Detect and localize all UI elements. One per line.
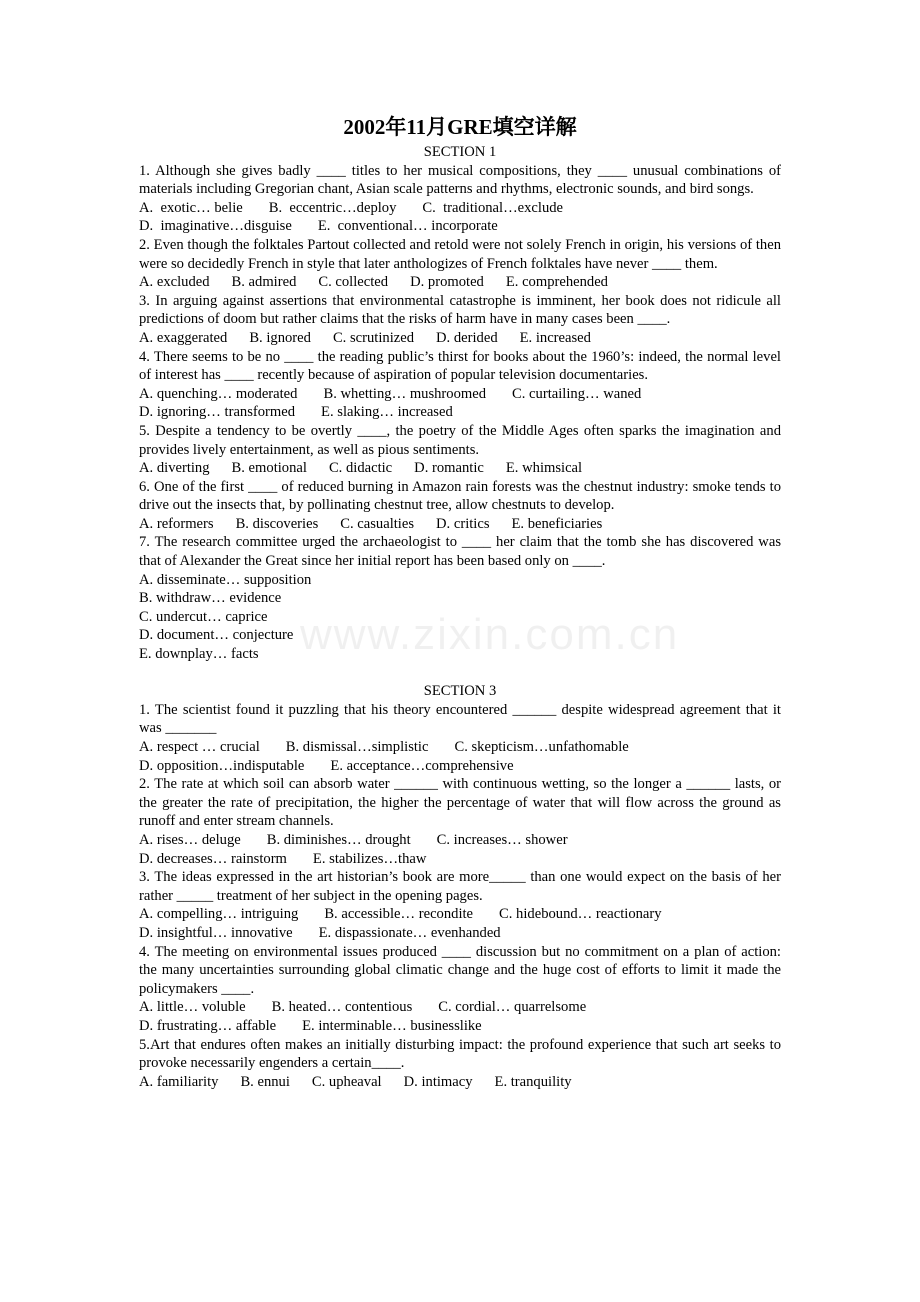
question xyxy=(139,478,781,534)
answer-options xyxy=(139,1073,781,1092)
answer-option: D. decreases… rainstorm xyxy=(139,850,287,867)
question xyxy=(139,292,781,348)
answer-option: C. traditional…exclude xyxy=(422,199,564,216)
option-line xyxy=(139,1017,781,1036)
option-line xyxy=(139,199,781,218)
answer-option: E. comprehended xyxy=(505,274,608,291)
option-line xyxy=(139,217,781,236)
answer-option: D. ignoring… transformed xyxy=(139,404,296,421)
answer-option: C. casualties xyxy=(340,515,415,532)
answer-option: B. eccentric…deploy xyxy=(268,199,397,216)
section-title: SECTION 1 xyxy=(423,144,497,160)
answer-options xyxy=(139,831,781,868)
question-text: 4. The meeting on environmental issues produced ____ discussion but no commitment on a plan of action: the many uncertainties surrounding global climatic change and the huge cost of efforts to limit it made the policymakers ____. xyxy=(139,943,781,997)
option-line xyxy=(139,757,781,776)
answer-option: D. critics xyxy=(436,515,490,532)
answer-option: A. quenching… moderated xyxy=(139,385,298,402)
answer-option: D. opposition…indisputable xyxy=(139,757,305,774)
answer-options xyxy=(139,515,781,534)
answer-option: E. dispassionate… evenhanded xyxy=(318,924,501,941)
answer-options xyxy=(139,738,781,775)
answer-option: E. downplay… facts xyxy=(139,646,259,663)
answer-option: A. exotic… belie xyxy=(139,199,243,216)
answer-option: A. respect … crucial xyxy=(139,739,260,755)
answer-option: C. upheaval xyxy=(311,1073,382,1090)
answer-option: C. increases… shower xyxy=(436,831,568,848)
option-line xyxy=(139,924,781,943)
answer-option: D. frustrating… affable xyxy=(139,1017,277,1034)
answer-options xyxy=(139,998,781,1035)
answer-option: A. familiarity xyxy=(139,1073,219,1090)
answer-option: B. withdraw… evidence xyxy=(139,590,282,607)
answer-option: E. stabilizes…thaw xyxy=(312,850,427,867)
answer-option: D. promoted xyxy=(410,274,484,291)
question-text: 5. Despite a tendency to be overtly ____, the poetry of the Middle Ages often sparks the imagination and provides lively entertainment, as well as pious sentiments. xyxy=(139,422,781,458)
answer-option: B. dismissal…simplistic xyxy=(285,739,429,755)
option-line xyxy=(139,738,781,757)
question-text: 3. In arguing against assertions that environmental catastrophe is imminent, her book does not ridicule all predictions of doom but rather claims that the risks of harm have in many cases been ____. xyxy=(139,292,781,328)
answer-option: C. curtailing… waned xyxy=(512,385,642,402)
section-spacer xyxy=(139,664,781,683)
question-text: 2. The rate at which soil can absorb water ______ with continuous wetting, so the longer a ______ lasts, or the greater the rate of precipitation, the higher the percentage of water that will flow across the ground as runoff and enter stream channels. xyxy=(139,776,781,830)
option-line xyxy=(139,459,781,478)
document-title: 2002年11月GRE填空详解 xyxy=(343,115,577,139)
answer-options xyxy=(139,459,781,478)
answer-option: E. beneficiaries xyxy=(511,515,603,532)
answer-option: C. skepticism…unfathomable xyxy=(454,739,629,755)
question-text: 1. The scientist found it puzzling that his theory encountered ______ despite widespread agreement that it was _______ xyxy=(139,701,781,737)
answer-option: C. collected xyxy=(318,274,389,291)
answer-option: B. ignored xyxy=(249,329,311,346)
question-text: 4. There seems to be no ____ the reading public’s thirst for books about the 1960’s: indeed, the normal level of interest has ____ recently because of aspiration of popular television documentaries. xyxy=(139,348,781,384)
answer-option: B. whetting… mushroomed xyxy=(323,385,487,402)
section xyxy=(139,143,781,664)
question xyxy=(139,943,781,1036)
answer-option: C. scrutinized xyxy=(332,329,415,346)
question-text: 5.Art that endures often makes an initially disturbing impact: the profound experience that such art seeks to provoke necessarily engenders a certain____. xyxy=(139,1036,781,1072)
answer-option: B. emotional xyxy=(231,460,307,477)
question-text: 6. One of the first ____ of reduced burning in Amazon rain forests was the chestnut industry: smoke tends to drive out the insects that, by pollinating chestnut tree, allow chestnuts to develop. xyxy=(139,478,781,514)
answer-option: E. interminable… businesslike xyxy=(302,1017,482,1034)
answer-option: D. document… conjecture xyxy=(139,627,294,644)
option-line xyxy=(139,850,781,869)
answer-option: C. undercut… caprice xyxy=(139,608,268,625)
answer-option: A. compelling… intriguing xyxy=(139,906,299,923)
option-line xyxy=(139,385,781,404)
answer-options xyxy=(139,273,781,292)
answer-option: C. hidebound… reactionary xyxy=(499,906,662,923)
question xyxy=(139,348,781,422)
answer-option: D. romantic xyxy=(414,460,484,477)
question xyxy=(139,236,781,292)
option-line xyxy=(139,273,781,292)
answer-option: E. tranquility xyxy=(494,1073,572,1090)
answer-option: B. admired xyxy=(231,274,297,291)
answer-option: D. insightful… innovative xyxy=(139,924,293,941)
option-line xyxy=(139,1073,781,1092)
question xyxy=(139,775,781,868)
answer-option: D. derided xyxy=(436,329,498,346)
answer-option: B. discoveries xyxy=(235,515,319,532)
watermark: www.zixin.com.cn xyxy=(300,610,680,659)
option-line xyxy=(139,645,781,664)
answer-options xyxy=(139,385,781,422)
answer-options xyxy=(139,905,781,942)
question xyxy=(139,868,781,942)
question-text: 2. Even though the folktales Partout collected and retold were not solely French in origin, his versions of then were so decidedly French in style that later anthologizes of French folktales have never ____ them. xyxy=(139,236,781,272)
answer-option: B. diminishes… drought xyxy=(266,831,411,848)
answer-option: E. whimsical xyxy=(505,460,583,477)
sections-container xyxy=(139,143,781,1091)
question xyxy=(139,162,781,236)
answer-option: E. acceptance…comprehensive xyxy=(330,757,514,774)
option-line xyxy=(139,589,781,608)
document-page xyxy=(139,112,781,1091)
option-line xyxy=(139,905,781,924)
answer-options xyxy=(139,329,781,348)
option-line xyxy=(139,515,781,534)
answer-option: C. didactic xyxy=(328,460,393,477)
question-text: 3. The ideas expressed in the art historian’s book are more_____ than one would expect on the basis of her rather _____ treatment of her subject in the opening pages. xyxy=(139,869,781,904)
option-line xyxy=(139,403,781,422)
question xyxy=(139,422,781,478)
answer-option: A. disseminate… supposition xyxy=(139,571,312,588)
option-line xyxy=(139,626,781,645)
answer-option: A. rises… deluge xyxy=(139,831,241,848)
question xyxy=(139,1036,781,1092)
section xyxy=(139,682,781,1091)
answer-option: D. imaginative…disguise xyxy=(139,218,292,235)
answer-options xyxy=(139,199,781,236)
answer-option: B. ennui xyxy=(240,1073,290,1090)
answer-option: B. accessible… recondite xyxy=(324,906,474,923)
answer-options xyxy=(139,571,781,664)
option-line xyxy=(139,831,781,850)
option-line xyxy=(139,608,781,627)
answer-option: A. excluded xyxy=(139,274,210,291)
question-text: 7. The research committee urged the archaeologist to ____ her claim that the tomb she has discovered was that of Alexander the Great since her initial report has been based only on ____. xyxy=(139,534,781,570)
answer-option: A. diverting xyxy=(139,460,210,477)
option-line xyxy=(139,571,781,590)
option-line xyxy=(139,998,781,1017)
question-text: 1. Although she gives badly ____ titles to her musical compositions, they ____ unusual combinations of materials including Gregorian chant, Asian scale patterns and rhythms, electronic sounds, and bird songs. xyxy=(139,162,781,198)
answer-option: E. slaking… increased xyxy=(321,404,453,421)
answer-option: B. heated… contentious xyxy=(271,999,413,1016)
answer-option: A. little… voluble xyxy=(139,999,246,1016)
option-line xyxy=(139,329,781,348)
answer-option: D. intimacy xyxy=(403,1073,473,1090)
answer-option: E. conventional… incorporate xyxy=(317,218,498,235)
answer-option: E. increased xyxy=(519,329,591,346)
answer-option: A. reformers xyxy=(139,515,214,532)
section-title: SECTION 3 xyxy=(423,683,497,700)
question xyxy=(139,533,781,663)
question xyxy=(139,701,781,775)
answer-option: A. exaggerated xyxy=(139,329,228,346)
answer-option: C. cordial… quarrelsome xyxy=(438,999,587,1016)
